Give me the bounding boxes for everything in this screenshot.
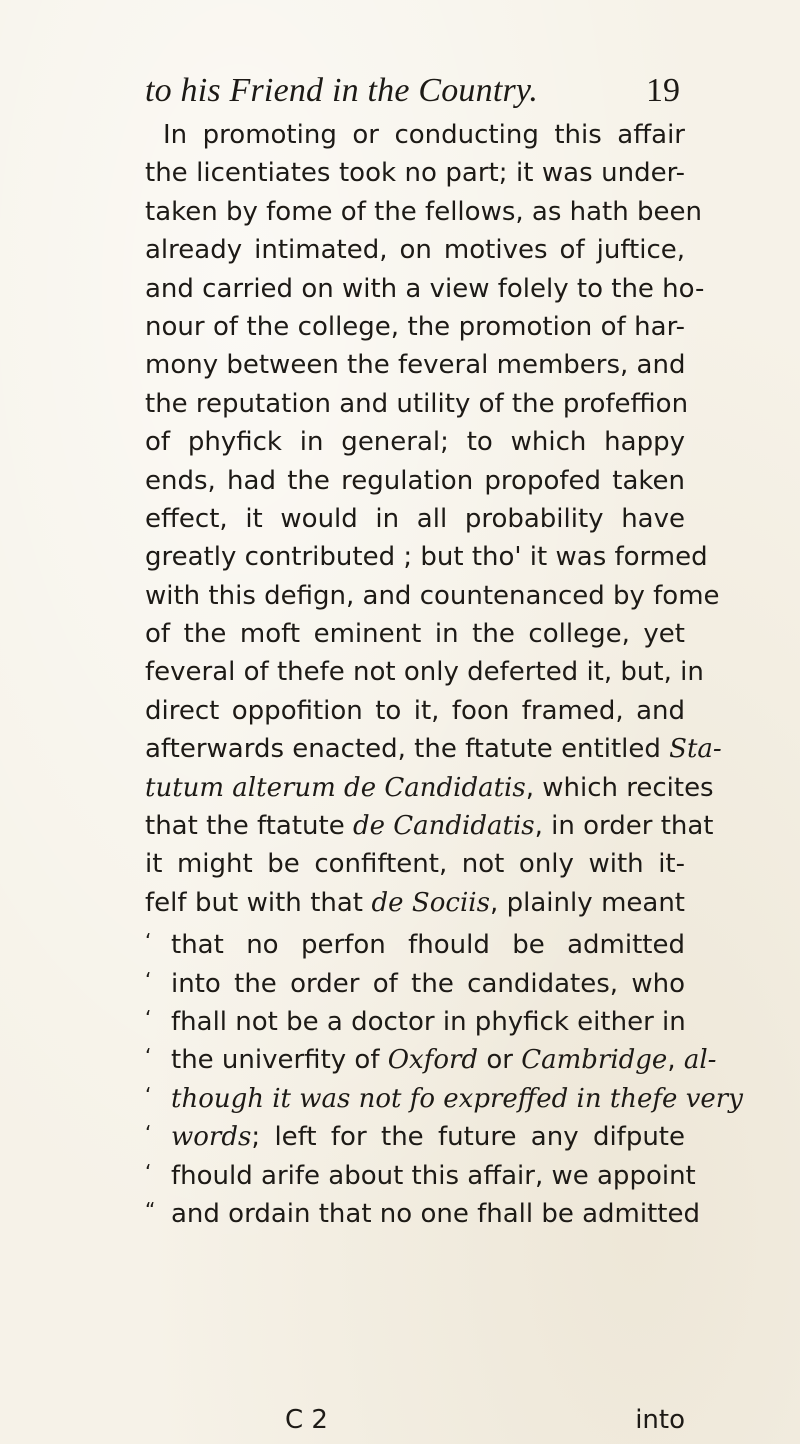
italic-run: Cambridge	[521, 1045, 668, 1076]
text-line	[145, 308, 685, 346]
text-run: fhall not be a doctor in phyfick either in	[171, 1006, 686, 1037]
text-line	[145, 500, 685, 538]
text-line	[145, 1153, 696, 1191]
text-line	[145, 999, 685, 1037]
page-number: 19	[646, 72, 680, 109]
running-title: to his Friend in the Country.	[145, 72, 539, 109]
italic-run: though it was not fo expreffed in thefe very	[171, 1083, 743, 1114]
italic-run: al-	[683, 1045, 717, 1076]
body-text	[145, 116, 743, 1229]
text-run: , in order that	[534, 811, 714, 842]
quotation-mark: ‘	[145, 1005, 152, 1030]
italic-run: Oxford	[387, 1045, 479, 1076]
text-line	[145, 961, 685, 999]
text-line	[145, 845, 685, 883]
text-run: already intimated, on motives of juftice,	[145, 235, 685, 266]
text-run: mony between the feveral members, and	[145, 350, 686, 381]
text-line	[145, 270, 705, 308]
text-run: afterwards enacted, the ftatute entitled	[145, 734, 670, 765]
text-line	[145, 116, 685, 154]
page-header	[145, 72, 680, 122]
text-run: or	[478, 1045, 522, 1076]
text-run: felf but with that	[145, 887, 372, 918]
text-run: and ordain that no one fhall be admitted	[171, 1198, 701, 1229]
text-line	[145, 423, 685, 461]
text-line	[145, 462, 685, 500]
text-run: , which recites	[525, 772, 714, 803]
text-run: , plainly meant	[489, 887, 685, 918]
text-line	[145, 653, 704, 691]
text-run: and carried on with a view folely to the ho-	[145, 273, 705, 304]
quotation-mark: ‘	[145, 967, 152, 992]
text-line	[145, 730, 722, 768]
text-line	[145, 692, 685, 730]
text-run: that the ftatute	[145, 811, 353, 842]
text-run: direct oppofition to it, foon framed, and	[145, 695, 685, 726]
text-line	[145, 1191, 701, 1229]
quotation-mark: ‘	[145, 1082, 152, 1107]
quotation-mark: ‘	[145, 1121, 152, 1146]
text-run: ,	[667, 1045, 684, 1076]
text-run: the univerfity of	[171, 1045, 388, 1076]
text-run: of phyfick in general; to which happy	[145, 427, 685, 458]
text-run: the reputation and utility of the profeffion	[145, 388, 689, 419]
quotation-mark: ‘	[145, 929, 152, 954]
catchword: into	[635, 1405, 685, 1435]
italic-run: de Sociis	[371, 887, 490, 918]
text-run: ; left for the future any difpute	[251, 1122, 685, 1153]
signature-mark: C 2	[285, 1405, 328, 1435]
text-run: into the order of the candidates, who	[171, 968, 685, 999]
quotation-mark: ‘	[145, 1159, 152, 1184]
text-run: nour of the college, the promotion of har-	[145, 311, 685, 342]
text-run: the licentiates took no part; it was under-	[145, 158, 685, 189]
text-line	[145, 346, 685, 384]
italic-run: Sta-	[669, 734, 722, 765]
text-run: of the moft eminent in the college, yet	[145, 619, 685, 650]
italic-run: tutum alterum de Candidatis	[145, 772, 526, 803]
text-line	[145, 769, 714, 807]
text-line	[145, 538, 708, 576]
text-line	[145, 884, 685, 922]
text-run: effect, it would in all probability have	[145, 503, 685, 534]
text-line	[145, 1037, 717, 1076]
text-line	[145, 193, 702, 231]
italic-run: de Candidatis	[352, 811, 535, 842]
quotation-mark: ‘	[145, 1044, 152, 1069]
text-run: fhould arife about this affair, we appoint	[171, 1160, 696, 1191]
text-line	[145, 577, 720, 615]
text-run: taken by fome of the fellows, as hath been	[145, 196, 702, 227]
text-line	[145, 1114, 685, 1152]
text-run: ends, had the regulation propofed taken	[145, 465, 685, 496]
text-line	[145, 385, 689, 423]
text-line	[145, 807, 714, 845]
text-run: feveral of thefe not only deferted it, but, in	[145, 657, 704, 688]
text-line	[145, 615, 685, 653]
quotation-mark: “	[145, 1197, 156, 1222]
text-line	[145, 1076, 743, 1114]
text-run: In promoting or conducting this affair	[163, 120, 685, 150]
page-footer	[145, 1405, 685, 1443]
text-run: with this defign, and countenanced by fome	[145, 580, 720, 611]
italic-run: words	[171, 1122, 252, 1153]
text-line	[145, 154, 685, 192]
text-line	[145, 231, 685, 269]
text-run: that no perfon fhould be admitted	[171, 930, 685, 961]
text-line	[145, 922, 685, 960]
text-run: it might be confiftent, not only with it-	[145, 849, 685, 880]
text-run: greatly contributed ; but tho' it was formed	[145, 542, 708, 573]
